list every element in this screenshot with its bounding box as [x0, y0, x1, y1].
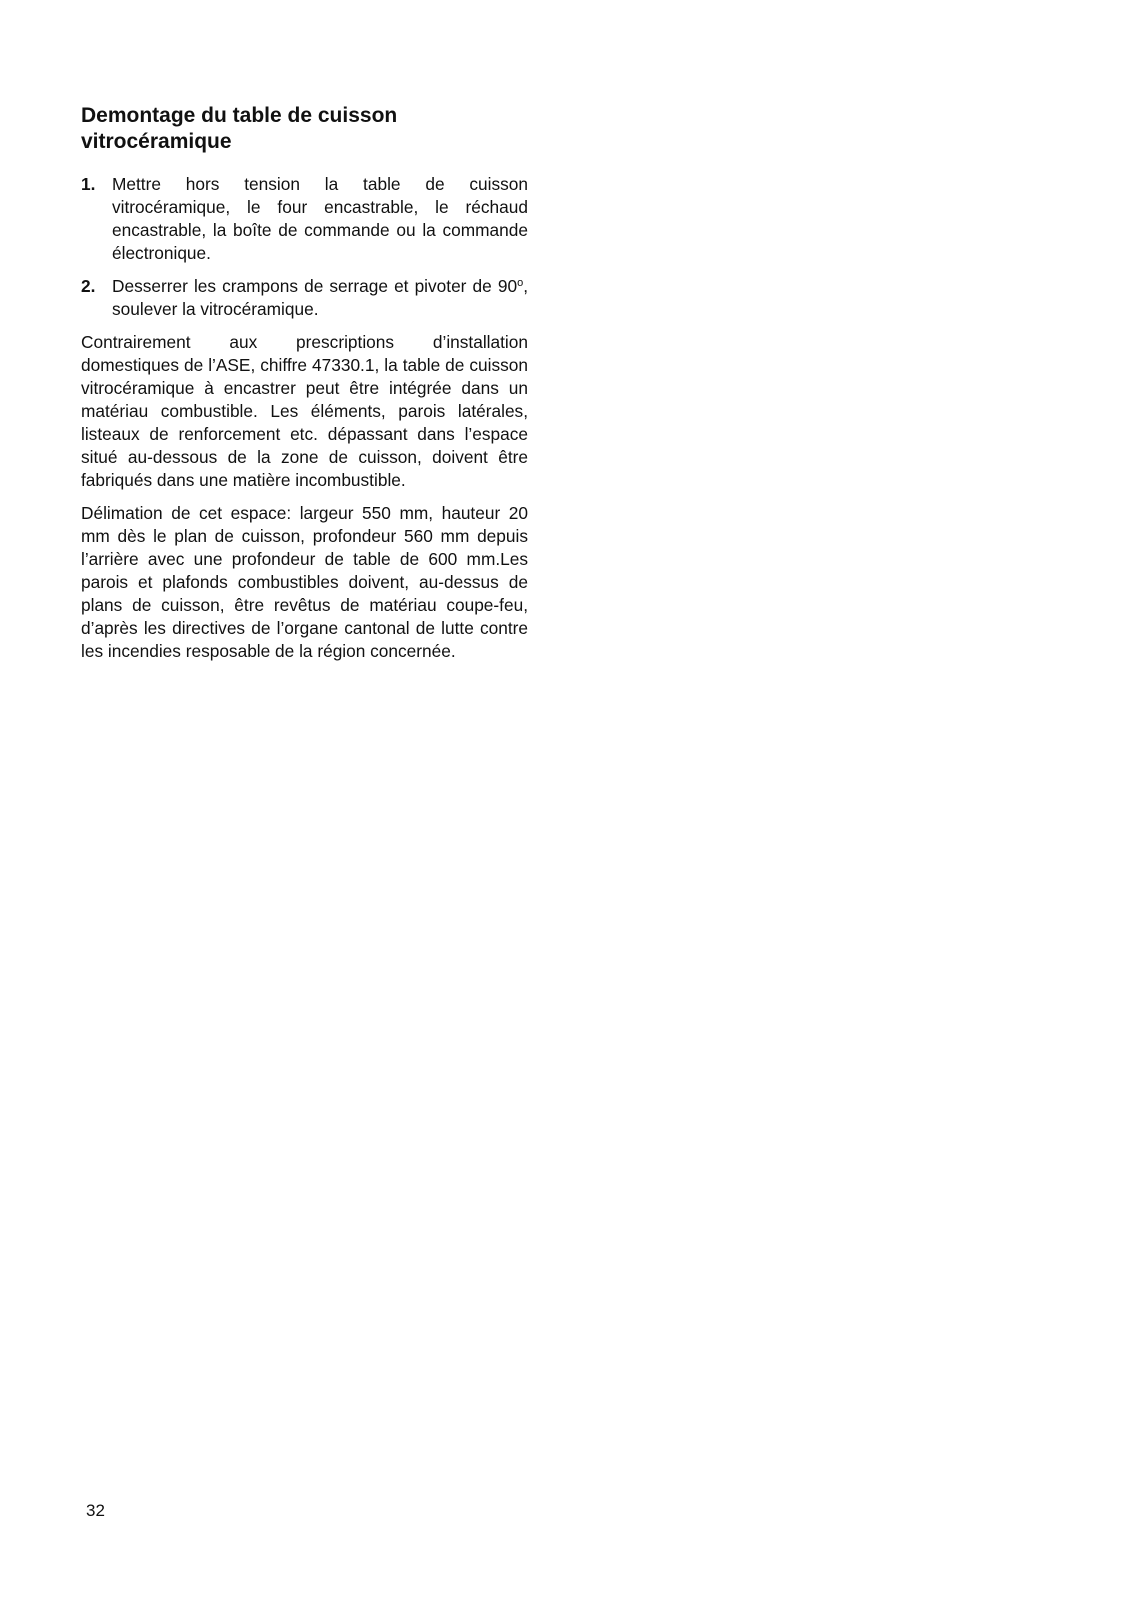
step-number: 1.	[81, 174, 96, 194]
step-number: 2.	[81, 276, 96, 296]
step-text	[112, 275, 528, 321]
step-text: Mettre hors tension la table de cuisson vitrocéramique, le four encastrable, le réchaud encastrable, la boîte de commande ou la commande électronique.	[112, 174, 528, 263]
main-column	[81, 103, 528, 673]
step-text-after: , soulever la vitrocéramique.	[112, 276, 528, 319]
steps-list	[81, 173, 528, 321]
step-text-before: Desserrer les crampons de serrage et pivoter de 90	[112, 276, 518, 296]
paragraph-dimensions: Délimation de cet espace: largeur 550 mm, hauteur 20 mm dès le plan de cuisson, profondeur 560 mm depuis l’arrière avec une profondeur de table de 600 mm.Les parois et plafonds combustibles doivent, au-dessus de plans de cuisson, être revêtus de matériau coupe-feu, d’après les directives de l’organe cantonal de lutte contre les incendies resposable de la région concernée.	[81, 503, 528, 661]
step-item	[81, 173, 528, 265]
degree-superscript: o	[517, 277, 524, 289]
section-heading: Demontage du table de cuisson vitrocéramique	[81, 104, 398, 153]
page-number: 32	[86, 1501, 105, 1520]
paragraph-installation: Contrairement aux prescriptions d’installation domestiques de l’ASE, chiffre 47330.1, la table de cuisson vitrocéramique à encastrer peut être intégrée dans un matériau combustible. Les éléments, parois latérales, listeaux de renforcement etc. dépassant dans l’espace situé au-dessous de la zone de cuisson, doivent être fabriqués dans une matière incombustible.	[81, 332, 528, 490]
step-item	[81, 275, 528, 321]
